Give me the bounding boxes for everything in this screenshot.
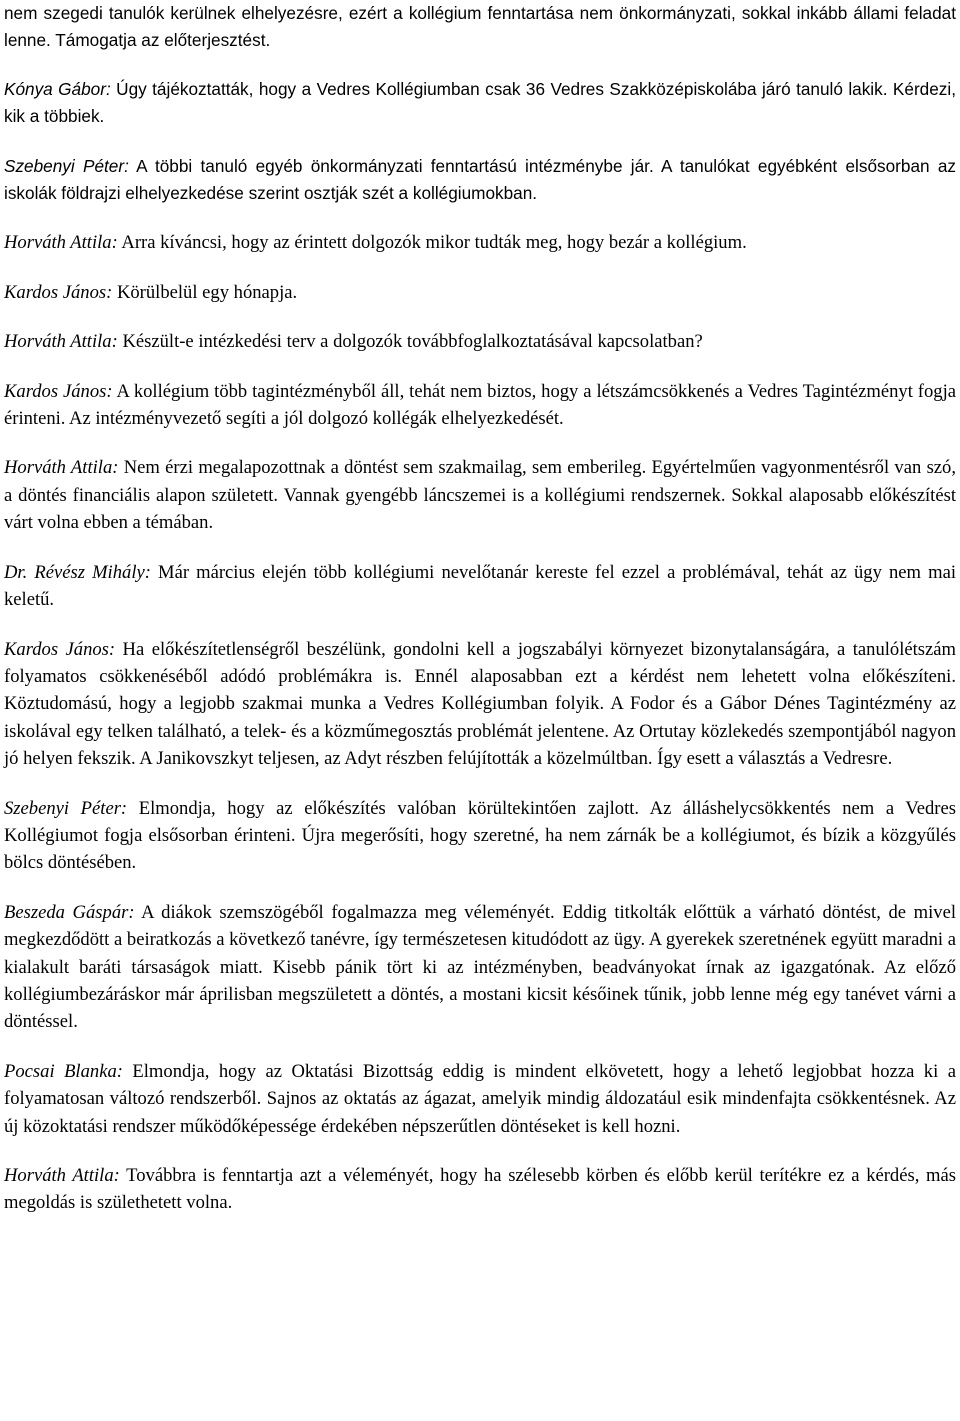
paragraph-13 (4, 1058, 956, 1140)
document-page (4, 0, 956, 1217)
paragraph-4-text: Arra kíváncsi, hogy az érintett dolgozók mikor tudták meg, hogy bezár a kollégium. (117, 232, 747, 254)
paragraph-3 (4, 153, 956, 208)
speaker-name: Kardos János: (4, 380, 113, 402)
paragraph-1-text: nem szegedi tanulók kerülnek elhelyezésre, ezért a kollégium fenntartása nem önkormányzati, sokkal inkább állami feladat lenne. Támogatja az előterjesztést. (4, 3, 956, 51)
paragraph-2-text: Úgy tájékoztatták, hogy a Vedres Kollégiumban csak 36 Vedres Szakközépiskolába járó tanuló lakik. Kérdezi, kik a többiek. (4, 78, 956, 127)
speaker-name: Szebenyi Péter: (4, 797, 128, 819)
paragraph-14-text: Továbbra is fenntartja azt a véleményét, hogy ha szélesebb körben és előbb kerül terítékre ez a kérdés, más megoldás is születhetett volna. (4, 1165, 956, 1214)
speaker-name: Kardos János: (4, 638, 116, 660)
speaker-name: Kardos János: (4, 281, 113, 303)
paragraph-8 (4, 454, 956, 536)
paragraph-6 (4, 328, 956, 355)
speaker-name: Horváth Attila: (4, 457, 119, 479)
paragraph-5 (4, 279, 956, 306)
paragraph-14 (4, 1162, 956, 1217)
speaker-name: Horváth Attila: (4, 1165, 120, 1186)
paragraph-7-text: A kollégium több tagintézményből áll, tehát nem biztos, hogy a létszámcsökkenés a Vedres Tagintézményt fogja érinteni. Az intézményvezető segíti a jól dolgozó kollégák elhelyezkedését. (4, 380, 956, 430)
paragraph-9-text: Már március elején több kollégiumi nevelőtanár kereste fel ezzel a problémával, tehát az ügy nem mai keletű. (4, 561, 957, 611)
paragraph-11 (4, 795, 956, 877)
speaker-name: Horváth Attila: (4, 331, 118, 353)
paragraph-12-text: A diákok szemszögéből fogalmazza meg véleményét. Eddig titkolták előttük a várható döntést, de mivel megkezdődött a beiratkozás a következő tanévre, így természetesen kitudódott az ügy. A gyerekek szeretnének együtt maradni a kialakult baráti társaságok miatt. Kisebb pánik tört ki az intézményben, beadványokat írnak az igazgatónak. Az előző kollégiumbezáráskor már áprilisban megszületett a döntés, a mostani kicsit későinek tűnik, jobb lenne még egy tanévet várni a döntéssel. (4, 901, 956, 1033)
paragraph-5-text: Körülbelül egy hónapja. (112, 281, 298, 303)
speaker-name: Dr. Révész Mihály: (4, 561, 151, 583)
paragraph-12 (4, 899, 956, 1036)
paragraph-7 (4, 378, 956, 433)
paragraph-4 (4, 229, 956, 256)
speaker-name: Kónya Gábor: (4, 78, 111, 99)
speaker-name: Beszeda Gáspár: (4, 901, 135, 923)
speaker-name: Szebenyi Péter: (4, 155, 129, 176)
paragraph-9 (4, 559, 956, 614)
paragraph-10-text: Ha előkészítetlenségről beszélünk, gondolni kell a jogszabályi környezet bizonytalanságára, a tanulólétszám folyamatos csökkenéséből adódó problémákra is. Ennél alaposabban ezt a kérdést nem lehetett volna előkészíteni. Köztudomású, hogy a legjobb szakmai munka a Vedres Kollégiumban folyik. A Fodor és a Gábor Dénes Tagintézmény az iskolával egy telken található, a telek- és a közműmegosztás problémát jelentene. Az Ortutay közlekedés szempontjából nagyon jó helyen fekszik. A Janikovszkyt teljesen, az Adyt részben felújították a közelmúltban. Így esett a választás a Vedresre. (4, 638, 957, 770)
speaker-name: Horváth Attila: (4, 232, 118, 254)
paragraph-6-text: Készült-e intézkedési terv a dolgozók továbbfoglalkoztatásával kapcsolatban? (117, 331, 703, 353)
paragraph-1 (4, 0, 956, 55)
paragraph-3-text: A többi tanuló egyéb önkormányzati fenntartású intézménybe jár. A tanulókat egyébként elsősorban az iskolák földrajzi elhelyezkedése szerint osztják szét a kollégiumokban. (4, 155, 956, 204)
paragraph-2 (4, 76, 956, 131)
paragraph-13-text: Elmondja, hogy az Oktatási Bizottság eddig is mindent elkövetett, hogy a lehető legjobbat hozza ki a folyamatosan változó rendszerből. Sajnos az oktatás az ágazat, amelyik mindig áldozatául esik mindenfajta csökkentésnek. Az új közoktatási rendszer működőképessége érdekében népszerűtlen döntéseket is kell hozni. (4, 1060, 956, 1137)
paragraph-8-text: Nem érzi megalapozottnak a döntést sem szakmailag, sem emberileg. Egyértelműen vagyonmentésről van szó, a döntés financiális alapon született. Vannak gyengébb láncszemei is a kollégiumi rendszernek. Sokkal alaposabb előkészítést várt volna ebben a témában. (4, 457, 957, 534)
speaker-name: Pocsai Blanka: (4, 1060, 123, 1082)
paragraph-10 (4, 636, 956, 773)
paragraph-11-text: Elmondja, hogy az előkészítés valóban körültekintően zajlott. Az álláshelycsökkentés nem a Vedres Kollégiumot fogja elsősorban érinteni. Újra megerősíti, hogy szeretné, ha nem zárnák be a kollégiumot, és bízik a közgyűlés bölcs döntésében. (4, 797, 956, 874)
